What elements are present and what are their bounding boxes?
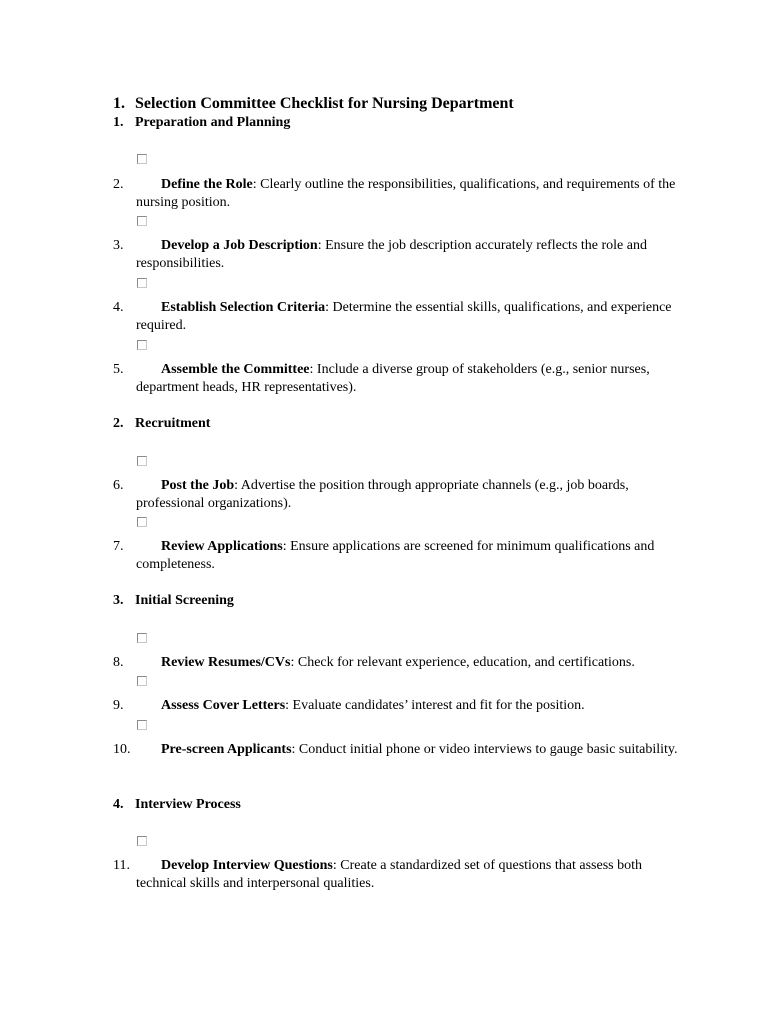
section-heading: 2. Recruitment	[113, 416, 211, 431]
list-item: 11. Develop Interview Questions: Create a standardized set of questions that assess both technical skills and interpersonal qualities.	[113, 858, 642, 891]
list-item: 6. Post the Job: Advertise the position through appropriate channels (e.g., job boards, professional organizations).	[113, 478, 629, 511]
list-item: 8. Review Resumes/CVs: Check for relevant experience, education, and certifications.	[113, 655, 635, 670]
checkbox[interactable]	[137, 676, 147, 686]
checkbox[interactable]	[137, 836, 147, 846]
list-item: 9. Assess Cover Letters: Evaluate candidates’ interest and fit for the position.	[113, 698, 585, 713]
document-title	[113, 94, 514, 114]
list-item: 10. Pre-screen Applicants: Conduct initial phone or video interviews to gauge basic suitability.	[113, 742, 678, 757]
checkbox[interactable]	[137, 216, 147, 226]
section-heading: 4. Interview Process	[113, 797, 241, 812]
checkbox[interactable]	[137, 340, 147, 350]
checkbox[interactable]	[137, 154, 147, 164]
checkbox[interactable]	[137, 633, 147, 643]
checkbox[interactable]	[137, 278, 147, 288]
checkbox[interactable]	[137, 720, 147, 730]
list-item: 4. Establish Selection Criteria: Determine the essential skills, qualifications, and experience required.	[113, 300, 672, 333]
section-heading: 1. Preparation and Planning	[113, 115, 291, 130]
list-item: 3. Develop a Job Description: Ensure the job description accurately reflects the role and responsibilities.	[113, 238, 647, 271]
title-text: Selection Committee Checklist for Nursing Department	[135, 95, 514, 112]
list-item: 7. Review Applications: Ensure applications are screened for minimum qualifications and completeness.	[113, 539, 655, 572]
list-item: 2. Define the Role: Clearly outline the responsibilities, qualifications, and requirements of the nursing position.	[113, 177, 676, 210]
checkbox[interactable]	[137, 517, 147, 527]
checkbox[interactable]	[137, 456, 147, 466]
title-number: 1.	[113, 95, 125, 112]
list-item: 5. Assemble the Committee: Include a diverse group of stakeholders (e.g., senior nurses, department heads, HR representatives).	[113, 362, 650, 395]
section-heading: 3. Initial Screening	[113, 593, 234, 608]
